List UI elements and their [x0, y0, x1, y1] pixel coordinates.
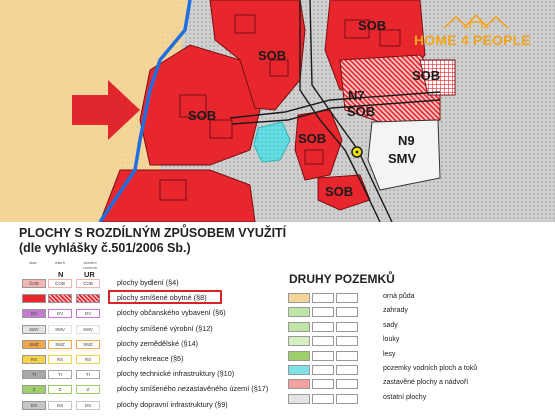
- legend-label: plochy občanského vybavení (§6): [117, 308, 226, 318]
- legend-swatch: SMV: [76, 325, 100, 334]
- zone-label: SOB: [188, 108, 217, 123]
- land-type-label: ostatní plochy: [383, 393, 427, 401]
- land-types-title: DRUHY POZEMKŮ: [289, 272, 395, 286]
- legend-highlight-box: [108, 290, 222, 304]
- land-type-swatch: [312, 293, 334, 303]
- legend-swatch: [76, 294, 100, 303]
- legend-row: [0, 325, 290, 340]
- legend-row: [0, 355, 290, 370]
- land-type-swatch: [312, 322, 334, 332]
- legend-row: [0, 370, 290, 385]
- land-type-row: [288, 293, 548, 306]
- legend-label: plochy smíšené výrobní (§12): [117, 323, 213, 333]
- land-type-swatch: [288, 379, 310, 389]
- land-type-swatch: [288, 293, 310, 303]
- legend-label: plochy zemědělské (§14): [117, 338, 199, 348]
- col-header-rezerva: územní rezerva: [83, 260, 97, 270]
- land-type-label: sady: [383, 321, 398, 329]
- legend-title: PLOCHY S ROZDÍLNÝM ZPŮSOBEM VYUŽITÍ: [19, 226, 287, 240]
- legend-swatch: RS: [48, 355, 72, 364]
- land-type-swatch: [312, 351, 334, 361]
- legend-label: plochy technické infrastruktury (§10): [117, 369, 235, 379]
- zone-label: SOB: [258, 48, 287, 63]
- land-type-row: [288, 365, 548, 378]
- land-type-swatch: [288, 351, 310, 361]
- zone-label: SMV: [388, 151, 417, 166]
- legend-swatch: SMZ: [48, 340, 72, 349]
- land-type-row: [288, 307, 548, 320]
- land-type-swatch: [288, 322, 310, 332]
- legend-swatch: SMV: [48, 325, 72, 334]
- land-type-label: zastavěné plochy a nádvoří: [383, 379, 469, 387]
- legend-label: plochy smíšeného nezastavěného území (§17): [117, 384, 269, 394]
- zone-block-southwest: [100, 170, 255, 222]
- land-type-label: lesy: [383, 350, 396, 358]
- brand-logo: [414, 8, 552, 52]
- land-type-swatch: [336, 322, 358, 332]
- legend-row: [0, 309, 290, 324]
- legend-swatch: TI: [76, 370, 100, 379]
- land-type-swatch: [312, 394, 334, 404]
- zone-label: SOB: [325, 184, 354, 199]
- zone-label: N9: [398, 133, 415, 148]
- land-type-label: orná půda: [383, 293, 415, 300]
- legend-swatch: ČOB: [48, 279, 72, 288]
- house-roof-icon: [414, 8, 552, 32]
- legend-swatch: DS: [22, 401, 46, 410]
- legend-swatch: OV: [48, 309, 72, 318]
- legend-label: plochy rekreace (§5): [117, 354, 184, 363]
- land-type-swatch: [336, 351, 358, 361]
- legend-row: [0, 385, 290, 400]
- legend-label: plochy bydlení (§4): [117, 278, 179, 287]
- land-type-row: [288, 351, 548, 364]
- land-type-swatch: [312, 336, 334, 346]
- legend-swatch: Z: [22, 385, 46, 394]
- legend-label: plochy dopravní infrastruktury (§9): [117, 399, 228, 409]
- land-type-swatch: [312, 379, 334, 389]
- land-type-label: louky: [383, 336, 400, 344]
- land-type-swatch: [336, 365, 358, 375]
- land-type-swatch: [288, 394, 310, 404]
- land-type-row: [288, 379, 548, 392]
- land-type-swatch: [288, 336, 310, 346]
- land-type-swatch: [336, 394, 358, 404]
- legend-swatch: RS: [76, 355, 100, 364]
- legend-swatch: DS: [48, 401, 72, 410]
- zone-label: SOB: [412, 68, 441, 83]
- col-header-stav: stav: [29, 260, 37, 265]
- legend-swatch: [48, 294, 72, 303]
- land-type-swatch: [336, 379, 358, 389]
- land-type-swatch: [288, 307, 310, 317]
- legend-swatch: OV: [22, 309, 46, 318]
- col-letter-ur: UR: [84, 270, 95, 279]
- legend-swatch: SMV: [22, 325, 46, 334]
- land-type-label: zahrady: [383, 307, 408, 315]
- legend-swatch: Z: [76, 385, 100, 394]
- zone-label: N7: [348, 88, 365, 103]
- legend-swatch: RS: [22, 355, 46, 364]
- zone-label: SOB: [347, 104, 376, 119]
- legend-subtitle: (dle vyhlášky č.501/2006 Sb.): [19, 241, 191, 255]
- legend-swatch: [22, 294, 46, 303]
- brand-name: HOME 4 PEOPLE: [414, 32, 531, 48]
- land-type-row: [288, 394, 548, 407]
- legend-swatch: TI: [48, 370, 72, 379]
- land-type-label: pozemky vodních ploch a toků: [383, 365, 478, 372]
- land-type-swatch: [312, 307, 334, 317]
- legend-row: [0, 401, 290, 416]
- land-type-swatch: [336, 293, 358, 303]
- zone-label: SOB: [358, 18, 387, 33]
- legend-row: [0, 340, 290, 355]
- legend-swatch: OV: [76, 309, 100, 318]
- col-letter-n: N: [58, 270, 64, 279]
- land-type-swatch: [288, 365, 310, 375]
- legend-swatch: Z: [48, 385, 72, 394]
- land-type-swatch: [312, 365, 334, 375]
- land-type-row: [288, 336, 548, 349]
- col-header-navrh: návrh: [54, 260, 65, 265]
- legend-swatch: ČOB: [76, 279, 100, 288]
- legend-swatch: ČOB: [22, 279, 46, 288]
- legend-label: plochy smíšené obytné (§8): [117, 293, 207, 303]
- legend-swatch: SMZ: [76, 340, 100, 349]
- land-type-swatch: [336, 307, 358, 317]
- legend-swatch: SMZ: [22, 340, 46, 349]
- land-type-swatch: [336, 336, 358, 346]
- zone-label: SOB: [298, 131, 327, 146]
- legend-swatch: TI: [22, 370, 46, 379]
- land-type-row: [288, 322, 548, 335]
- legend-swatch: DS: [76, 401, 100, 410]
